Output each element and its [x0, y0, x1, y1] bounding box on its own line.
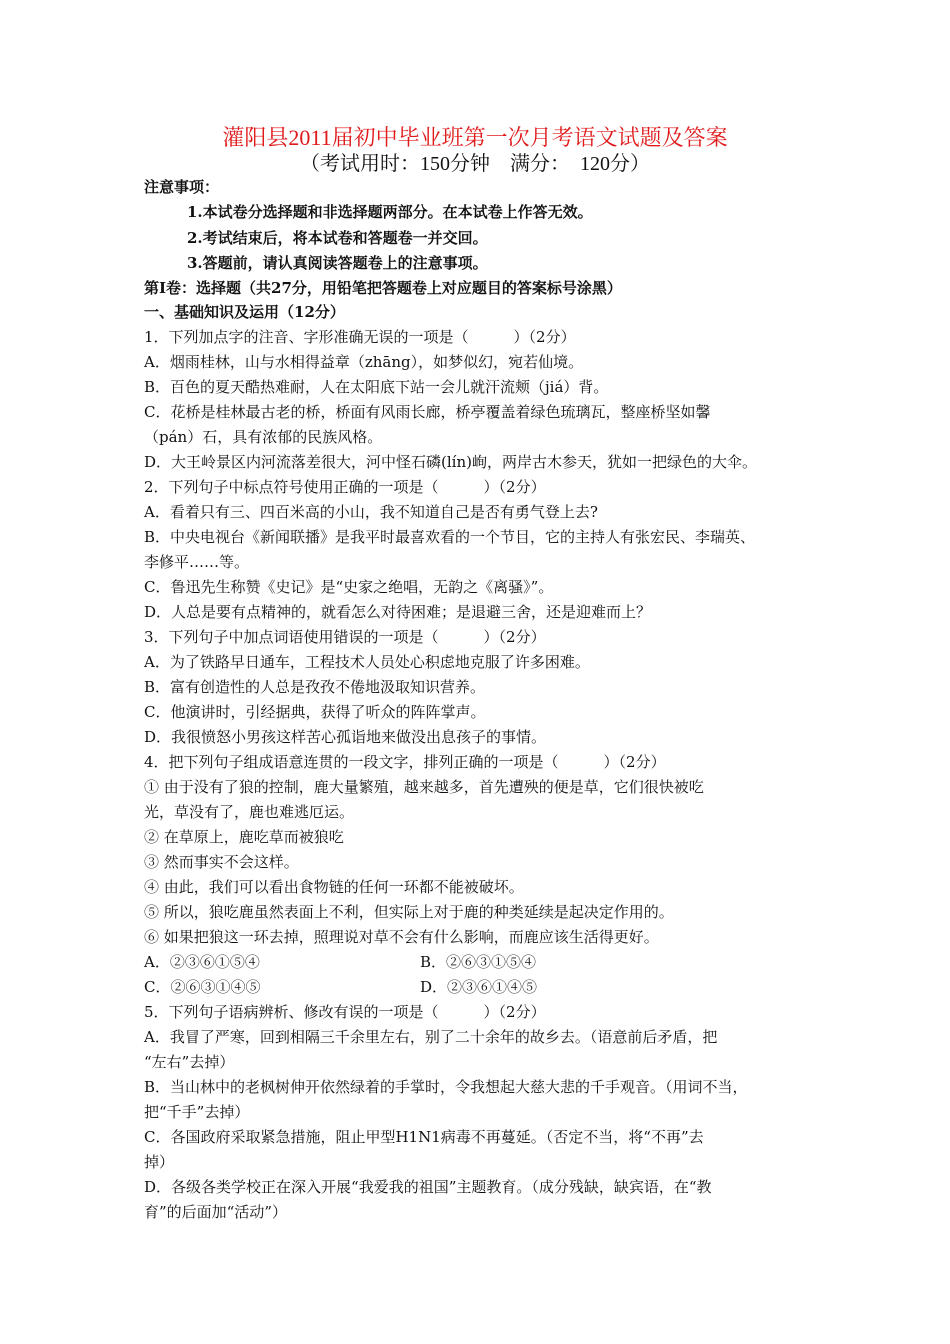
notes-heading: 注意事项： — [144, 178, 220, 196]
exam-duration-and-score: （考试用时：150分钟 满分： 120分） — [300, 153, 650, 175]
q4-stem: 4．把下列句子组成语意连贯的一段文字，排列正确的一项是（ ）（2分） — [144, 753, 666, 771]
q4-sentence-2: ② 在草原上，鹿吃草而被狼吃 — [144, 828, 344, 846]
q4-sentence-5: ⑤ 所以，狼吃鹿虽然表面上不利，但实际上对于鹿的种类延续是起决定作用的。 — [144, 903, 674, 921]
q5-option-b-line2: 把“千手”去掉） — [144, 1103, 250, 1121]
q4-sentence-4: ④ 由此，我们可以看出食物链的任何一环都不能被破坏。 — [144, 878, 524, 896]
note-item-2: 2.考试结束后，将本试卷和答题卷一并交回。 — [187, 229, 488, 247]
note-1-text: 1.本试卷分选择题和非选择题两部分。在本试卷上作答无效。 — [187, 203, 593, 221]
section1-heading: 一、基础知识及运用（12分） — [144, 303, 345, 321]
q5-stem: 5．下列句子语病辨析、修改有误的一项是（ ）（2分） — [144, 1003, 546, 1021]
page-title: 灌阳县2011届初中毕业班第一次月考语文试题及答案 — [222, 125, 728, 150]
q4-option-a: A．②③⑥①⑤④ — [144, 953, 260, 971]
q3-option-b: B．富有创造性的人总是孜孜不倦地汲取知识营养。 — [144, 678, 486, 696]
q2-option-b-line1: B．中央电视台《新闻联播》是我平时最喜欢看的一个节目，它的主持人有张宏民、李瑞英、 — [144, 528, 756, 546]
q2-option-d: D．人总是要有点精神的，就看怎么对待困难；是退避三舍，还是迎难而上？ — [144, 603, 652, 621]
note-item-1 — [187, 201, 593, 223]
q1-option-c-line1: C．花桥是桂林最古老的桥，桥面有风雨长廊，桥亭覆盖着绿色琉璃瓦，整座桥坚如馨 — [144, 403, 711, 421]
q4-option-b: B．②⑥③①⑤④ — [420, 953, 537, 971]
q2-option-c: C．鲁迅先生称赞《史记》是“史家之绝唱，无韵之《离骚》”。 — [144, 578, 554, 596]
q3-option-a: A．为了铁路早日通车，工程技术人员处心积虑地克服了许多困难。 — [144, 653, 590, 671]
q1-option-a: A．烟雨桂林，山与水相得益章（zhāng），如梦似幻，宛若仙境。 — [144, 353, 584, 371]
q1-option-d: D．大王岭景区内河流落差很大，河中怪石磷(lín)峋，两岸古木参天，犹如一把绿色的大伞。 — [144, 453, 757, 471]
part1-heading: 第Ⅰ卷：选择题（共27分，用铅笔把答题卷上对应题目的答案标号涂黑） — [144, 279, 622, 297]
q3-option-d: D．我很愤怒小男孩这样苦心孤诣地来做没出息孩子的事情。 — [144, 728, 547, 746]
q4-sentence-3: ③ 然而事实不会这样。 — [144, 853, 299, 871]
q3-stem: 3．下列句子中加点词语使用错误的一项是（ ）（2分） — [144, 628, 546, 646]
q4-sentence-1-line2: 光，草没有了，鹿也难逃厄运。 — [144, 803, 355, 821]
q5-option-b-line1: B．当山林中的老枫树伸开依然绿着的手掌时，令我想起大慈大悲的千手观音。（用词不当， — [144, 1078, 748, 1096]
q5-option-c-line2: 掉） — [144, 1153, 175, 1171]
q3-option-c: C．他演讲时，引经据典，获得了听众的阵阵掌声。 — [144, 703, 486, 721]
q4-option-d: D．②③⑥①④⑤ — [420, 978, 538, 996]
q5-option-c-line1: C．各国政府采取紧急措施，阻止甲型H1N1病毒不再蔓延。（否定不当，将“不再”去 — [144, 1128, 704, 1146]
q5-option-a-line2: “左右”去掉） — [144, 1053, 235, 1071]
q4-sentence-6: ⑥ 如果把狼这一环去掉，照理说对草不会有什么影响，而鹿应该生活得更好。 — [144, 928, 659, 946]
q1-option-c-line2: （pán）石，具有浓郁的民族风格。 — [144, 428, 383, 446]
q1-option-b: B．百色的夏天酷热难耐，人在太阳底下站一会儿就汗流颊（jiá）背。 — [144, 378, 609, 396]
q5-option-d-line1: D．各级各类学校正在深入开展“我爱我的祖国”主题教育。（成分残缺，缺宾语，在“教 — [144, 1178, 712, 1196]
q4-option-c: C．②⑥③①④⑤ — [144, 978, 261, 996]
q1-stem: 1．下列加点字的注音、字形准确无误的一项是（ ）（2分） — [144, 328, 576, 346]
q2-option-a: A．看着只有三、四百米高的小山，我不知道自己是否有勇气登上去? — [144, 503, 598, 521]
note-item-3: 3.答题前，请认真阅读答题卷上的注意事项。 — [187, 254, 488, 272]
q2-option-b-line2: 李修平……等。 — [144, 553, 250, 571]
q2-stem: 2．下列句子中标点符号使用正确的一项是（ ）（2分） — [144, 478, 546, 496]
q5-option-d-line2: 育”的后面加“活动”） — [144, 1203, 288, 1221]
q5-option-a-line1: A．我冒了严寒，回到相隔三千余里左右，别了二十余年的故乡去。（语意前后矛盾，把 — [144, 1028, 718, 1046]
q4-sentence-1-line1: ① 由于没有了狼的控制，鹿大量繁殖，越来越多，首先遭殃的便是草，它们很快被吃 — [144, 778, 704, 796]
